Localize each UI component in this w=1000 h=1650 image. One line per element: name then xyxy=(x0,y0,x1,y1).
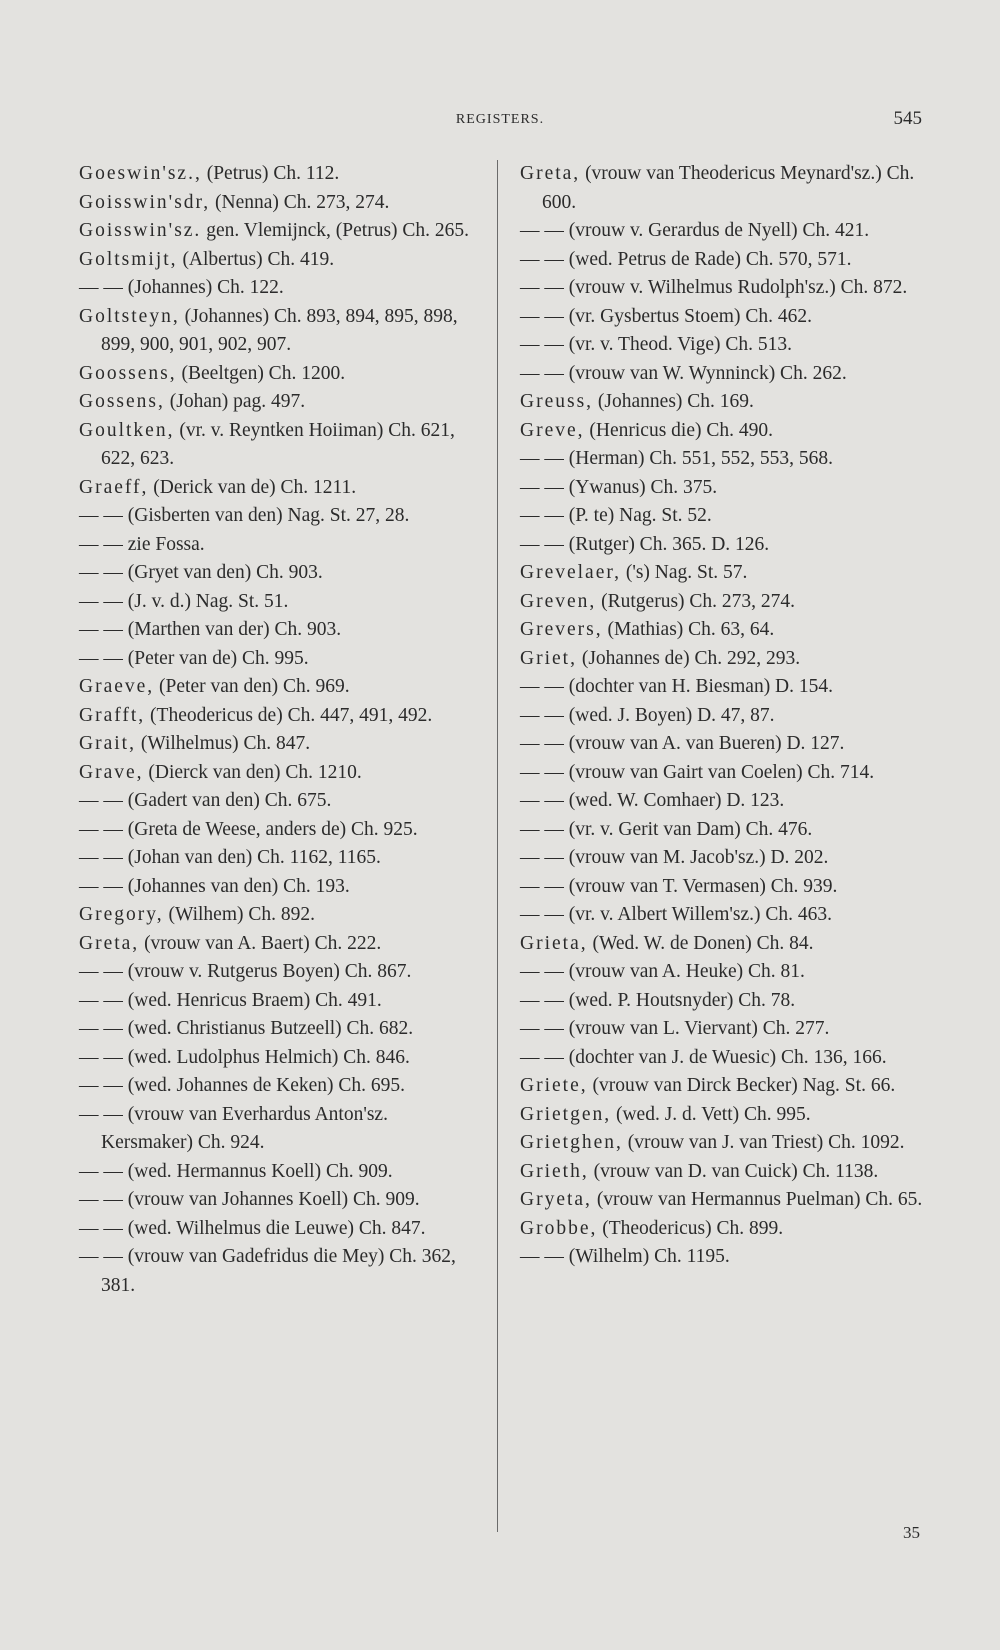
column-divider xyxy=(497,160,498,1532)
index-entry xyxy=(520,1215,930,1244)
index-entry xyxy=(520,616,930,645)
entry-name: Grafft, xyxy=(79,704,146,726)
entry-reference: (vrouw van J. van Triest) Ch. 1092. xyxy=(622,1132,905,1153)
entry-reference: — — (wed. Christianus Butzeell) Ch. 682. xyxy=(79,1018,414,1039)
entry-name: Goossens, xyxy=(79,362,177,384)
entry-reference: (Mathias) Ch. 63, 64. xyxy=(602,619,775,640)
entry-reference: — — (wed. P. Houtsnyder) Ch. 78. xyxy=(520,989,796,1011)
entry-reference: (Nenna) Ch. 273, 274. xyxy=(210,191,390,213)
entry-reference: — — (Marthen van der) Ch. 903. xyxy=(79,619,342,640)
index-entry xyxy=(79,531,484,560)
index-entry xyxy=(520,987,930,1016)
entry-name: Grietghen, xyxy=(520,1132,623,1153)
entry-reference: — — (vrouw v. Wilhelmus Rudolph'sz.) Ch. 872. xyxy=(520,277,908,298)
entry-reference: (wed. J. d. Vett) Ch. 995. xyxy=(611,1103,811,1125)
entry-reference: (Johannes) Ch. 893, 894, 895, 898, 899, 900, 901, 902, 907. xyxy=(101,305,458,355)
index-column-right xyxy=(520,160,930,1272)
entry-name: Gregory, xyxy=(79,904,164,925)
index-entry xyxy=(79,1015,484,1044)
entry-reference: (Johannes) Ch. 169. xyxy=(593,391,754,412)
entry-reference: — — (Peter van de) Ch. 995. xyxy=(79,647,309,669)
index-entry xyxy=(520,502,930,531)
index-entry xyxy=(520,246,930,275)
entry-reference: — — (Gryet van den) Ch. 903. xyxy=(79,562,323,583)
index-entry xyxy=(520,559,930,588)
entry-reference: — — (Wilhelm) Ch. 1195. xyxy=(520,1246,730,1267)
entry-reference: — — (Greta de Weese, anders de) Ch. 925. xyxy=(79,818,418,840)
index-entry xyxy=(520,1044,930,1073)
entry-reference: — — (Herman) Ch. 551, 552, 553, 568. xyxy=(520,448,834,469)
entry-reference: — — (vrouw van M. Jacob'sz.) D. 202. xyxy=(520,847,829,868)
index-entry xyxy=(79,217,484,246)
entry-reference: (Wed. W. de Donen) Ch. 84. xyxy=(587,932,814,954)
entry-name: Goultken, xyxy=(79,419,175,441)
index-entry xyxy=(520,1243,930,1272)
index-entry xyxy=(520,673,930,702)
entry-reference: — — (vr. v. Gerit van Dam) Ch. 476. xyxy=(520,818,813,840)
entry-reference: — — (Ywanus) Ch. 375. xyxy=(520,476,718,498)
entry-reference: — — (J. v. d.) Nag. St. 51. xyxy=(79,590,289,612)
index-entry xyxy=(520,873,930,902)
index-entry xyxy=(520,730,930,759)
index-entry xyxy=(520,759,930,788)
entry-reference: — — (wed. Wilhelmus die Leuwe) Ch. 847. xyxy=(79,1217,426,1239)
entry-reference: — — (vr. v. Albert Willem'sz.) Ch. 463. xyxy=(520,904,832,925)
index-column-left xyxy=(79,160,484,1300)
entry-reference: (Theodericus de) Ch. 447, 491, 492. xyxy=(145,704,433,726)
entry-reference: — — (Gisberten van den) Nag. St. 27, 28. xyxy=(79,505,410,526)
entry-name: Gossens, xyxy=(79,391,165,412)
entry-name: Greuss, xyxy=(520,391,594,412)
entry-reference: — — (Gadert van den) Ch. 675. xyxy=(79,790,332,811)
entry-reference: — — (vrouw v. Rutgerus Boyen) Ch. 867. xyxy=(79,961,412,982)
index-entry xyxy=(520,303,930,332)
index-entry xyxy=(79,160,484,189)
entry-reference: (Derick van de) Ch. 1211. xyxy=(148,476,357,498)
entry-reference: — — (vrouw van T. Vermasen) Ch. 939. xyxy=(520,875,838,897)
index-entry xyxy=(79,673,484,702)
entry-reference: — — (dochter van J. de Wuesic) Ch. 136, 166. xyxy=(520,1046,887,1068)
entry-reference: (Rutgerus) Ch. 273, 274. xyxy=(596,590,796,612)
index-entry xyxy=(520,816,930,845)
entry-reference: (vrouw van D. van Cuick) Ch. 1138. xyxy=(588,1160,879,1182)
entry-reference: — — (dochter van H. Biesman) D. 154. xyxy=(520,676,834,697)
index-entry xyxy=(79,1243,484,1300)
index-entry xyxy=(520,1015,930,1044)
entry-reference: — — (vrouw van A. Heuke) Ch. 81. xyxy=(520,961,805,982)
entry-name: Goisswin'sz. xyxy=(79,220,202,241)
entry-reference: — — (vrouw van Everhardus Anton'sz. Kersmaker) Ch. 924. xyxy=(79,1103,388,1153)
index-entry xyxy=(79,1101,484,1158)
entry-name: Goltsmijt, xyxy=(79,248,178,270)
index-entry xyxy=(520,274,930,303)
entry-reference: — — (vr. Gysbertus Stoem) Ch. 462. xyxy=(520,305,812,327)
index-entry xyxy=(79,702,484,731)
entry-reference: — — (Rutger) Ch. 365. D. 126. xyxy=(520,533,770,555)
index-entry xyxy=(79,417,484,474)
entry-name: Grevers, xyxy=(520,619,603,640)
index-entry xyxy=(520,844,930,873)
entry-reference: (Henricus die) Ch. 490. xyxy=(584,419,773,441)
entry-reference: — — zie Fossa. xyxy=(79,533,205,555)
entry-name: Goisswin'sdr, xyxy=(79,191,211,213)
entry-reference: (Theodericus) Ch. 899. xyxy=(597,1217,784,1239)
entry-reference: — — (wed. Hermannus Koell) Ch. 909. xyxy=(79,1160,393,1182)
index-entry xyxy=(79,645,484,674)
entry-reference: (Dierck van den) Ch. 1210. xyxy=(143,761,362,783)
index-entry xyxy=(79,502,484,531)
entry-reference: — — (vrouw v. Gerardus de Nyell) Ch. 421. xyxy=(520,220,870,241)
index-entry xyxy=(79,189,484,218)
entry-reference: (Johan) pag. 497. xyxy=(164,391,306,412)
index-entry xyxy=(79,474,484,503)
index-entry xyxy=(79,616,484,645)
entry-reference: (Peter van den) Ch. 969. xyxy=(154,676,350,697)
entry-reference: ('s) Nag. St. 57. xyxy=(620,562,748,583)
index-entry xyxy=(79,388,484,417)
entry-name: Gryeta, xyxy=(520,1189,592,1210)
index-entry xyxy=(79,1158,484,1187)
entry-name: Grieta, xyxy=(520,932,588,954)
entry-reference: — — (wed. W. Comhaer) D. 123. xyxy=(520,790,785,811)
entry-name: Greven, xyxy=(520,590,597,612)
entry-reference: (vr. v. Reyntken Hoiiman) Ch. 621, 622, 623. xyxy=(101,419,455,469)
entry-reference: — — (wed. J. Boyen) D. 47, 87. xyxy=(520,704,775,726)
signature-mark: 35 xyxy=(903,1523,920,1542)
entry-reference: — — (wed. Ludolphus Helmich) Ch. 846. xyxy=(79,1046,410,1068)
index-entry xyxy=(520,702,930,731)
index-entry xyxy=(79,303,484,360)
index-entry xyxy=(79,559,484,588)
entry-reference: — — (vrouw van Johannes Koell) Ch. 909. xyxy=(79,1189,420,1210)
page-number: 545 xyxy=(893,108,922,129)
entry-reference: — — (vrouw van Gadefridus die Mey) Ch. 362, 381. xyxy=(79,1246,456,1296)
index-entry xyxy=(79,1215,484,1244)
entry-name: Goeswin'sz., xyxy=(79,163,202,184)
entry-reference: — — (P. te) Nag. St. 52. xyxy=(520,505,712,526)
entry-name: Griete, xyxy=(520,1075,588,1096)
index-entry xyxy=(520,1158,930,1187)
entry-reference: (Petrus) Ch. 112. xyxy=(201,163,340,184)
entry-name: Graeff, xyxy=(79,476,149,498)
index-entry xyxy=(79,787,484,816)
entry-name: Greta, xyxy=(79,932,140,954)
index-entry xyxy=(520,901,930,930)
index-entry xyxy=(79,816,484,845)
index-entry xyxy=(520,417,930,446)
index-entry xyxy=(79,1044,484,1073)
entry-name: Grave, xyxy=(79,761,144,783)
index-entry xyxy=(79,1186,484,1215)
entry-reference: — — (wed. Johannes de Keken) Ch. 695. xyxy=(79,1075,406,1096)
entry-reference: — — (vrouw van Gairt van Coelen) Ch. 714. xyxy=(520,761,875,783)
index-entry xyxy=(79,246,484,275)
index-entry xyxy=(79,873,484,902)
entry-name: Grait, xyxy=(79,733,136,754)
index-entry xyxy=(520,645,930,674)
index-entry xyxy=(79,930,484,959)
index-entry xyxy=(520,331,930,360)
entry-name: Grieth, xyxy=(520,1160,589,1182)
entry-reference: (vrouw van Hermannus Puelman) Ch. 65. xyxy=(591,1189,923,1210)
index-entry xyxy=(520,588,930,617)
index-entry xyxy=(79,759,484,788)
running-header: REGISTERS. xyxy=(455,112,545,127)
index-entry xyxy=(520,1101,930,1130)
entry-reference: — — (vrouw van L. Viervant) Ch. 277. xyxy=(520,1018,830,1039)
entry-reference: (Wilhem) Ch. 892. xyxy=(163,904,315,925)
entry-name: Grietgen, xyxy=(520,1103,612,1125)
index-entry xyxy=(79,958,484,987)
entry-reference: (vrouw van Theodericus Meynard'sz.) Ch. 600. xyxy=(542,163,915,213)
index-entry xyxy=(79,274,484,303)
entry-reference: — — (vr. v. Theod. Vige) Ch. 513. xyxy=(520,334,792,355)
index-entry xyxy=(79,1072,484,1101)
entry-reference: — — (wed. Henricus Braem) Ch. 491. xyxy=(79,989,382,1011)
index-entry xyxy=(520,360,930,389)
index-entry xyxy=(520,930,930,959)
index-entry xyxy=(520,1072,930,1101)
index-entry xyxy=(520,445,930,474)
entry-reference: — — (vrouw van W. Wynninck) Ch. 262. xyxy=(520,362,847,384)
entry-name: Graeve, xyxy=(79,676,155,697)
index-entry xyxy=(520,388,930,417)
index-entry xyxy=(520,958,930,987)
index-entry xyxy=(79,987,484,1016)
index-entry xyxy=(79,360,484,389)
entry-reference: (Johannes de) Ch. 292, 293. xyxy=(576,647,801,669)
entry-name: Greta, xyxy=(520,163,581,184)
index-entry xyxy=(79,844,484,873)
entry-reference: — — (Johannes van den) Ch. 193. xyxy=(79,875,350,897)
entry-reference: — — (vrouw van A. van Bueren) D. 127. xyxy=(520,733,845,754)
index-entry xyxy=(520,217,930,246)
index-entry xyxy=(79,588,484,617)
entry-name: Griet, xyxy=(520,647,577,669)
index-entry xyxy=(79,730,484,759)
entry-reference: — — (Johan van den) Ch. 1162, 1165. xyxy=(79,847,381,868)
entry-reference: — — (Johannes) Ch. 122. xyxy=(79,277,284,298)
index-entry xyxy=(520,1129,930,1158)
entry-reference: (vrouw van A. Baert) Ch. 222. xyxy=(139,932,382,954)
entry-reference: — — (wed. Petrus de Rade) Ch. 570, 571. xyxy=(520,248,852,270)
entry-reference: gen. Vlemijnck, (Petrus) Ch. 265. xyxy=(201,220,470,241)
index-entry xyxy=(520,474,930,503)
entry-reference: (vrouw van Dirck Becker) Nag. St. 66. xyxy=(587,1075,896,1096)
entry-name: Grevelaer, xyxy=(520,562,621,583)
entry-name: Grobbe, xyxy=(520,1217,598,1239)
entry-name: Goltsteyn, xyxy=(79,305,180,327)
index-entry xyxy=(79,901,484,930)
entry-name: Greve, xyxy=(520,419,585,441)
index-entry xyxy=(520,1186,930,1215)
index-entry xyxy=(520,531,930,560)
index-entry xyxy=(520,160,930,217)
index-entry xyxy=(520,787,930,816)
entry-reference: (Beeltgen) Ch. 1200. xyxy=(176,362,346,384)
entry-reference: (Albertus) Ch. 419. xyxy=(177,248,335,270)
entry-reference: (Wilhelmus) Ch. 847. xyxy=(135,733,311,754)
